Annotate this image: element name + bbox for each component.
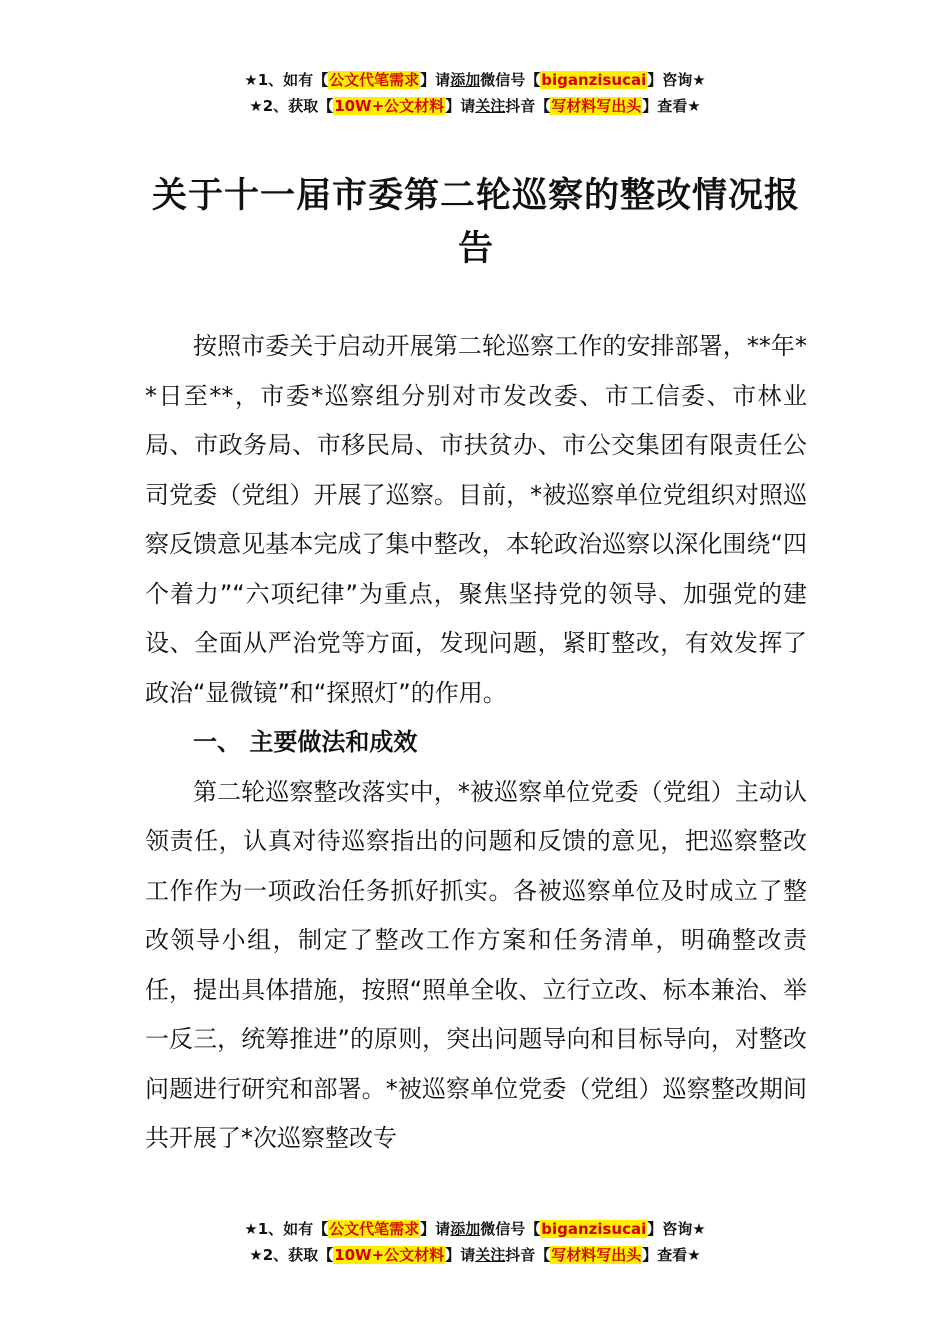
section-1-paragraph: 第二轮巡察整改落实中，*被巡察单位党委（党组）主动认领责任，认真对待巡察指出的问题和反馈的意见，把巡察整改工作作为一项政治任务抓好抓实。各被巡察单位及时成立了整改领导小组，制定了整改工作方案和任务清单，明确整改责任，提出具体措施，按照“照单全收、立行立改、标本兼治、举一反三，统筹推进”的原则，突出问题导向和目标导向，对整改问题进行研究和部署。*被巡察单位党委（党组）巡察整改期间共开展了*次巡察整改专 xyxy=(145,777,807,1152)
document-title: 关于十一届市委第二轮巡察的整改情况报告 xyxy=(151,176,800,269)
highlight-douyin-account: 写材料写出头 xyxy=(551,1246,642,1264)
highlight-materials: 10W+公文材料 xyxy=(334,1246,445,1264)
intro-paragraph: 按照市委关于启动开展第二轮巡察工作的安排部署，**年**日至**，市委*巡察组分别对市发改委、市工信委、市林业局、市政务局、市移民局、市扶贫办、市公交集团有限责任公司党委（党组）开展了巡察。目前，*被巡察单位党组织对照巡察反馈意见基本完成了集中整改，本轮政治巡察以深化围绕“四个着力”“六项纪律”为重点，聚焦坚持党的领导、加强党的建设、全面从严治党等方面，发现问题，紧盯整改，有效发挥了政治“显微镜”和“探照灯”的作用。 xyxy=(145,332,807,707)
promo-notice-bottom xyxy=(0,1216,950,1268)
section-heading-1: 一、 主要做法和成效 xyxy=(193,728,418,756)
underline-add: 添加 xyxy=(450,71,481,89)
underline-follow: 关注 xyxy=(475,1246,506,1264)
promo-line-1: ★1、如有【公文代笔需求】请添加微信号【biganzisucai】咨询★ xyxy=(244,1220,706,1238)
underline-follow: 关注 xyxy=(475,97,506,115)
highlight-service: 公文代笔需求 xyxy=(329,1220,420,1238)
highlight-service: 公文代笔需求 xyxy=(329,71,420,89)
document-body xyxy=(145,322,807,1164)
highlight-wechat-id: biganzisucai xyxy=(541,1220,647,1238)
highlight-materials: 10W+公文材料 xyxy=(334,97,445,115)
highlight-douyin-account: 写材料写出头 xyxy=(551,97,642,115)
promo-line-2: ★2、获取【10W+公文材料】请关注抖音【写材料写出头】查看★ xyxy=(249,97,701,115)
promo-line-1: ★1、如有【公文代笔需求】请添加微信号【biganzisucai】咨询★ xyxy=(244,71,706,89)
promo-line-2: ★2、获取【10W+公文材料】请关注抖音【写材料写出头】查看★ xyxy=(249,1246,701,1264)
underline-add: 添加 xyxy=(450,1220,481,1238)
promo-notice-top xyxy=(0,67,950,119)
highlight-wechat-id: biganzisucai xyxy=(541,71,647,89)
